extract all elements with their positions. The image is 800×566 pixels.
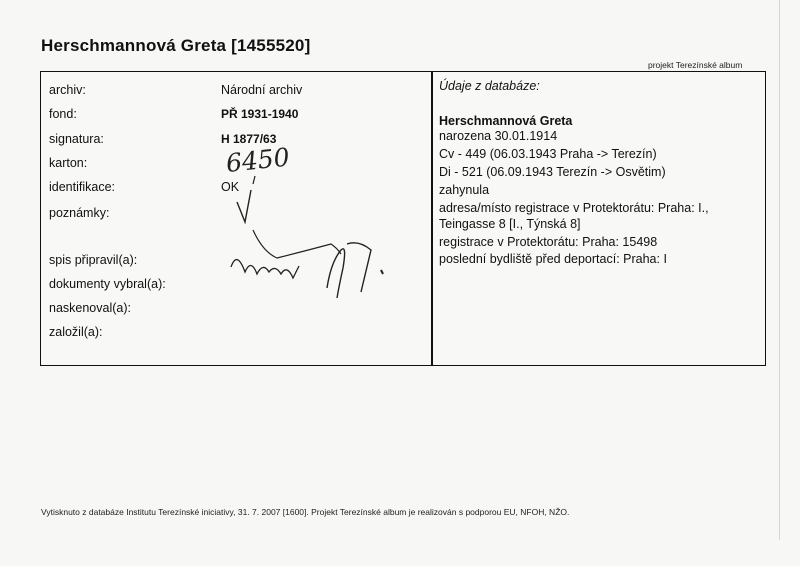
label-karton: karton: [49,156,88,170]
database-line: narozena 30.01.1914 [439,129,558,143]
value-signatura: H 1877/63 [221,132,277,146]
value-fond: PŘ 1931-1940 [221,107,299,121]
database-line: zahynula [439,183,490,197]
label-zalozil: založil(a): [49,325,103,339]
record-card [40,71,766,366]
handwritten-annotations [41,72,767,367]
handwritten-checkmark [237,190,251,222]
database-line: poslední bydliště před deportací: Praha: I [439,252,667,266]
label-naskenoval: naskenoval(a): [49,301,131,315]
label-signatura: signatura: [49,132,104,146]
database-heading: Údaje z databáze: [439,79,540,93]
database-line: Di - 521 (06.09.1943 Terezín -> Osvětim) [439,165,666,179]
database-name: Herschmannová Greta [439,114,573,128]
label-poznamky: poznámky: [49,206,110,220]
database-line: Cv - 449 (06.03.1943 Praha -> Terezín) [439,147,657,161]
database-line: Teingasse 8 [I., Týnská 8] [439,217,581,231]
project-label: projekt Terezínské album [648,60,743,70]
value-identifikace: OK [221,180,240,194]
label-identifikace: identifikace: [49,180,116,194]
handwritten-signature [231,260,299,278]
scan-edge-line [779,0,780,540]
label-spis-pripravil: spis připravil(a): [49,253,138,267]
database-line: registrace v Protektorátu: Praha: 15498 [439,235,658,249]
record-title: Herschmannová Greta [1455520] [41,36,311,55]
label-dokumenty-vybral: dokumenty vybral(a): [49,277,166,291]
footer-note: Vytisknuto z databáze Institutu Terezínské iniciativy, 31. 7. 2007 [1600]. Projekt Terezínské album je realizován s podporou EU, NFOH, NŽO. [41,507,570,517]
column-divider [431,72,433,365]
value-archiv: Národní archiv [221,83,303,97]
label-fond: fond: [49,107,77,121]
database-line: adresa/místo registrace v Protektorátu: Praha: I., [439,201,709,215]
handwritten-karton-number: 6450 [224,142,291,178]
label-archiv: archiv: [49,83,86,97]
